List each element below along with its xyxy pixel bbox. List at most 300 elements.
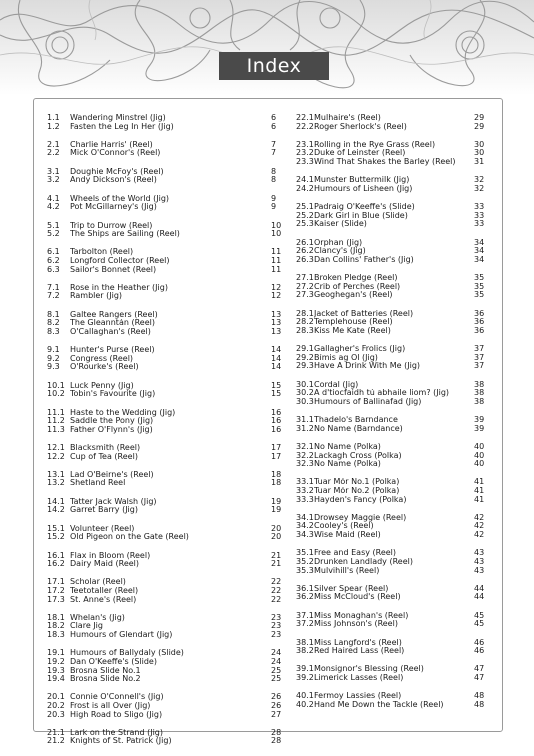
index-entry[interactable] <box>47 649 283 658</box>
index-entry[interactable] <box>47 266 283 275</box>
index-entry[interactable] <box>296 558 486 567</box>
entry-number: 22.1 <box>296 113 314 122</box>
entry-page: 17 <box>271 451 282 461</box>
entry-title: Sailor's Bonnet (Reel) <box>70 265 157 274</box>
index-entry[interactable] <box>47 346 283 355</box>
entry-number: 19.4 <box>47 674 65 684</box>
entry-title: Longford Collector (Reel) <box>70 256 170 265</box>
tune-group <box>296 416 486 433</box>
entry-number: 8.2 <box>47 318 60 328</box>
index-entry[interactable] <box>47 311 283 320</box>
entry-page: 34 <box>474 237 485 247</box>
entry-page: 16 <box>271 424 282 434</box>
index-entry[interactable] <box>296 203 486 212</box>
entry-page: 21 <box>271 559 282 569</box>
index-entry[interactable] <box>296 176 486 185</box>
entry-title: O'Callaghan's (Reel) <box>70 327 151 336</box>
index-entry[interactable] <box>47 149 283 158</box>
entry-title: Miss Johnson's (Reel) <box>314 620 398 629</box>
entry-page: 22 <box>271 577 282 587</box>
entry-title: Crib of Perches (Reel) <box>314 282 401 291</box>
entry-page: 14 <box>271 353 282 363</box>
index-entry[interactable] <box>296 114 486 123</box>
entry-title: Clare Jig <box>70 622 103 631</box>
entry-page: 38 <box>474 396 485 406</box>
entry-number: 12.1 <box>47 443 65 452</box>
entry-number: 34.2 <box>296 521 314 531</box>
tune-group <box>47 729 283 746</box>
entry-page: 16 <box>271 407 282 417</box>
entry-page: 11 <box>271 255 282 265</box>
entry-title: Rambler (Jig) <box>70 292 123 301</box>
entry-number: 23.3 <box>296 157 314 167</box>
tune-group <box>47 498 283 515</box>
index-entry[interactable] <box>296 274 486 283</box>
index-entry[interactable] <box>47 444 283 453</box>
entry-title: Garret Barry (Jig) <box>70 506 138 515</box>
entry-title: Limerick Lasses (Reel) <box>314 674 404 682</box>
index-entry[interactable] <box>47 560 283 569</box>
entry-title: Hayden's Fancy (Polka) <box>314 495 407 504</box>
entry-page: 37 <box>474 361 485 371</box>
index-entry[interactable] <box>296 310 486 319</box>
index-entry[interactable] <box>296 149 486 158</box>
index-entry[interactable] <box>296 425 486 434</box>
index-entry[interactable] <box>296 398 486 407</box>
index-entry[interactable] <box>296 389 486 398</box>
entry-number: 17.2 <box>47 585 65 595</box>
index-entry[interactable] <box>296 460 486 469</box>
entry-number: 9.3 <box>47 362 60 372</box>
index-entry[interactable] <box>296 141 486 150</box>
entry-page: 26 <box>271 700 282 710</box>
entry-number: 35.3 <box>296 565 314 575</box>
index-entry[interactable] <box>47 328 283 337</box>
entry-page: 35 <box>474 290 485 300</box>
entry-page: 33 <box>474 210 485 220</box>
entry-page: 34 <box>474 254 485 264</box>
index-entry[interactable] <box>296 665 486 674</box>
index-entry[interactable] <box>47 363 283 372</box>
index-entry[interactable] <box>47 284 283 293</box>
entry-title: Knights of St. Patrick (Jig) <box>70 737 172 746</box>
index-entry[interactable] <box>47 578 283 587</box>
entry-page: 8 <box>271 166 277 176</box>
entry-title: Luck Penny (Jig) <box>70 381 134 390</box>
entry-number: 38.2 <box>296 646 314 656</box>
index-entry[interactable] <box>47 195 283 204</box>
tune-group <box>296 585 486 602</box>
index-entry[interactable] <box>47 533 283 542</box>
entry-number: 10.1 <box>47 380 65 390</box>
entry-title: Shetland Reel <box>70 479 126 488</box>
entry-title: Kiss Me Kate (Reel) <box>314 326 391 335</box>
entry-page: 28 <box>271 736 282 746</box>
entry-title: Drunken Landlady (Reel) <box>314 557 413 566</box>
entry-page: 23 <box>271 621 282 631</box>
entry-title: Mulhaire's (Reel) <box>314 114 381 122</box>
tune-group <box>47 649 283 683</box>
index-entry[interactable] <box>296 362 486 371</box>
entry-number: 12.2 <box>47 451 65 461</box>
entry-title: Cup of Tea (Reel) <box>70 452 138 461</box>
index-entry[interactable] <box>47 614 283 623</box>
entry-page: 48 <box>474 699 485 709</box>
entry-page: 21 <box>271 550 282 560</box>
entry-title: Silver Spear (Reel) <box>314 584 389 593</box>
index-entry[interactable] <box>296 487 486 496</box>
tune-group <box>296 381 486 407</box>
index-entry[interactable] <box>47 622 283 631</box>
entry-title: Monsignor's Blessing (Reel) <box>314 665 424 674</box>
entry-number: 25.1 <box>296 202 314 212</box>
entry-title: Munster Buttermilk (Jig) <box>314 176 410 185</box>
entry-title: Dairy Maid (Reel) <box>70 560 140 569</box>
entry-page: 32 <box>474 175 485 185</box>
entry-number: 31.1 <box>296 415 314 425</box>
entry-page: 33 <box>474 219 485 229</box>
index-entry[interactable] <box>296 123 486 132</box>
entry-number: 4.1 <box>47 193 60 203</box>
entry-number: 35.1 <box>296 548 314 558</box>
entry-number: 7.1 <box>47 282 60 292</box>
index-entry[interactable] <box>296 283 486 292</box>
entry-title: Drowsey Maggie (Reel) <box>314 513 407 522</box>
index-entry[interactable] <box>47 176 283 185</box>
entry-number: 22.2 <box>296 121 314 131</box>
index-entry[interactable] <box>296 185 486 194</box>
entry-page: 40 <box>474 459 485 469</box>
entry-number: 35.2 <box>296 556 314 566</box>
index-entry[interactable] <box>47 222 283 231</box>
entry-title: Broken Pledge (Reel) <box>314 274 398 283</box>
entry-number: 17.3 <box>47 594 65 604</box>
index-entry[interactable] <box>296 674 486 683</box>
entry-page: 13 <box>271 326 282 336</box>
entry-title: Teetotaller (Reel) <box>70 586 139 595</box>
entry-number: 27.3 <box>296 290 314 300</box>
entry-number: 33.1 <box>296 477 314 487</box>
entry-number: 28.1 <box>296 308 314 318</box>
entry-page: 19 <box>271 496 282 506</box>
index-entry[interactable] <box>47 257 283 266</box>
entry-page: 8 <box>271 175 277 185</box>
entry-page: 16 <box>271 416 282 426</box>
entry-number: 21.1 <box>47 727 65 737</box>
entry-title: Rolling in the Rye Grass (Reel) <box>314 140 436 149</box>
entry-number: 16.2 <box>47 559 65 569</box>
index-entry[interactable] <box>47 471 283 480</box>
entry-title: Tatter Jack Walsh (Jig) <box>70 497 157 506</box>
tune-group <box>296 345 486 371</box>
index-entry[interactable] <box>47 675 283 684</box>
entry-number: 3.1 <box>47 166 60 176</box>
entry-number: 34.3 <box>296 530 314 540</box>
index-entry[interactable] <box>47 426 283 435</box>
entry-number: 38.1 <box>296 637 314 647</box>
entry-number: 27.2 <box>296 281 314 291</box>
entry-page: 44 <box>474 592 485 602</box>
index-entry[interactable] <box>296 247 486 256</box>
index-entry[interactable] <box>47 667 283 676</box>
index-entry[interactable] <box>47 248 283 257</box>
entry-page: 40 <box>474 450 485 460</box>
index-entry[interactable] <box>47 417 283 426</box>
entry-title: Brosna Slide No.2 <box>70 675 141 684</box>
entry-title: Miss Monaghan's (Reel) <box>314 611 409 620</box>
entry-number: 26.1 <box>296 237 314 247</box>
index-entry[interactable] <box>296 381 486 390</box>
entry-title: Kaiser (Slide) <box>314 220 367 229</box>
entry-number: 8.3 <box>47 326 60 336</box>
entry-number: 9.1 <box>47 345 60 355</box>
entry-title: Miss McCloud's (Reel) <box>314 593 401 602</box>
entry-page: 10 <box>271 220 282 230</box>
entry-number: 32.3 <box>296 459 314 469</box>
entry-title: Red Haired Lass (Reel) <box>314 647 405 656</box>
entry-number: 1.2 <box>47 121 60 131</box>
index-entry[interactable] <box>296 212 486 221</box>
entry-number: 23.1 <box>296 139 314 149</box>
entry-number: 26.3 <box>296 254 314 264</box>
index-entry[interactable] <box>296 291 486 300</box>
entry-title: Wheels of the World (Jig) <box>70 194 170 203</box>
index-entry[interactable] <box>296 612 486 621</box>
index-entry[interactable] <box>296 443 486 452</box>
index-entry[interactable] <box>296 567 486 576</box>
entry-number: 40.1 <box>296 691 314 701</box>
tune-group <box>296 176 486 193</box>
tune-group <box>47 471 283 488</box>
index-title: Index <box>219 52 329 80</box>
entry-number: 5.2 <box>47 229 60 239</box>
entry-title: A d'tiocfaidh tú abhaile liom? (Jig) <box>314 389 450 398</box>
entry-number: 19.3 <box>47 665 65 675</box>
entry-page: 25 <box>271 674 282 684</box>
entry-title: Roger Sherlock's (Reel) <box>314 122 407 131</box>
entry-page: 23 <box>271 612 282 622</box>
index-entry[interactable] <box>296 585 486 594</box>
entry-title: No Name (Polka) <box>314 460 381 469</box>
tune-group <box>47 311 283 337</box>
index-entry[interactable] <box>296 256 486 265</box>
entry-page: 30 <box>474 139 485 149</box>
index-entry[interactable] <box>47 479 283 488</box>
entry-page: 15 <box>271 389 282 399</box>
entry-title: Blacksmith (Reel) <box>70 444 141 452</box>
index-entry[interactable] <box>47 292 283 301</box>
index-entry[interactable] <box>296 620 486 629</box>
index-entry[interactable] <box>47 355 283 364</box>
entry-title: Old Pigeon on the Gate (Reel) <box>70 533 189 542</box>
entry-number: 2.1 <box>47 139 60 149</box>
entry-page: 12 <box>271 291 282 301</box>
entry-page: 36 <box>474 308 485 318</box>
index-entry[interactable] <box>47 114 283 123</box>
entry-number: 30.3 <box>296 396 314 406</box>
entry-title: Hunter's Purse (Reel) <box>70 346 155 355</box>
entry-page: 35 <box>474 273 485 283</box>
index-entry[interactable] <box>47 737 283 746</box>
entry-page: 46 <box>474 637 485 647</box>
entry-number: 26.2 <box>296 246 314 256</box>
entry-page: 41 <box>474 477 485 487</box>
index-entry[interactable] <box>296 158 486 167</box>
index-entry[interactable] <box>47 596 283 605</box>
index-entry[interactable] <box>47 711 283 720</box>
entry-page: 39 <box>474 423 485 433</box>
entry-title: Hand Me Down the Tackle (Reel) <box>314 700 444 709</box>
index-entry[interactable] <box>47 658 283 667</box>
tune-group <box>296 203 486 229</box>
entry-number: 10.2 <box>47 389 65 399</box>
index-entry[interactable] <box>47 123 283 132</box>
entry-number: 28.2 <box>296 317 314 327</box>
entry-title: Jacket of Batteries (Reel) <box>314 309 414 318</box>
index-entry[interactable] <box>47 230 283 239</box>
entry-title: Humours of Glendart (Jig) <box>70 631 173 640</box>
entry-title: Tobin's Favourite (Jig) <box>70 390 156 399</box>
entry-number: 11.3 <box>47 424 65 434</box>
tune-group <box>296 274 486 300</box>
entry-page: 9 <box>271 202 277 212</box>
entry-title: Dan O'Keeffe's (Slide) <box>70 657 157 666</box>
index-entry[interactable] <box>47 693 283 702</box>
index-entry[interactable] <box>47 587 283 596</box>
index-entry[interactable] <box>47 498 283 507</box>
entry-title: Rose in the Heather (Jig) <box>70 283 168 292</box>
entry-title: Haste to the Wedding (Jig) <box>70 408 176 417</box>
index-entry[interactable] <box>296 452 486 461</box>
entry-page: 41 <box>474 494 485 504</box>
entry-title: Have A Drink With Me (Jig) <box>314 362 421 371</box>
index-entry[interactable] <box>296 327 486 336</box>
entry-title: Humours of Lisheen (Jig) <box>314 184 413 193</box>
index-entry[interactable] <box>296 220 486 229</box>
index-entry[interactable] <box>47 390 283 399</box>
entry-title: Tuar Mór No.2 (Polka) <box>314 486 400 495</box>
index-entry[interactable] <box>296 692 486 701</box>
entry-page: 26 <box>271 692 282 702</box>
index-entry[interactable] <box>47 203 283 212</box>
entry-page: 24 <box>271 648 282 658</box>
index-entry[interactable] <box>47 382 283 391</box>
index-entry[interactable] <box>296 345 486 354</box>
entry-page: 43 <box>474 556 485 566</box>
entry-page: 34 <box>474 246 485 256</box>
index-entry[interactable] <box>296 318 486 327</box>
entry-page: 20 <box>271 523 282 533</box>
index-entry[interactable] <box>296 701 486 710</box>
entry-title: Saddle the Pony (Jig) <box>70 417 154 426</box>
entry-number: 3.2 <box>47 175 60 185</box>
index-entry[interactable] <box>296 531 486 540</box>
entry-number: 24.1 <box>296 175 314 185</box>
tune-group <box>47 195 283 212</box>
index-entry[interactable] <box>47 525 283 534</box>
index-entry[interactable] <box>296 593 486 602</box>
index-entry[interactable] <box>296 514 486 523</box>
entry-number: 8.1 <box>47 309 60 319</box>
entry-number: 20.1 <box>47 692 65 702</box>
index-entry[interactable] <box>296 354 486 363</box>
tune-group <box>47 168 283 185</box>
entry-title: Connie O'Connell's (Jig) <box>70 693 164 702</box>
entry-number: 18.2 <box>47 621 65 631</box>
entry-title: Trip to Durrow (Reel) <box>70 221 153 230</box>
entry-page: 24 <box>271 656 282 666</box>
entry-number: 11.2 <box>47 416 65 426</box>
entry-page: 36 <box>474 325 485 335</box>
entry-number: 29.1 <box>296 344 314 354</box>
entry-number: 33.2 <box>296 485 314 495</box>
entry-title: Scholar (Reel) <box>70 578 126 587</box>
entry-number: 29.3 <box>296 361 314 371</box>
entry-number: 14.2 <box>47 505 65 515</box>
entry-page: 9 <box>271 193 277 203</box>
celtic-knot-banner <box>0 0 534 95</box>
entry-page: 7 <box>271 139 277 149</box>
index-entry[interactable] <box>296 647 486 656</box>
entry-page: 48 <box>474 691 485 701</box>
index-entry[interactable] <box>47 319 283 328</box>
tune-group <box>47 141 283 158</box>
entry-page: 13 <box>271 318 282 328</box>
index-entry[interactable] <box>296 416 486 425</box>
index-entry[interactable] <box>296 496 486 505</box>
entry-number: 39.1 <box>296 664 314 674</box>
tune-group <box>47 614 283 640</box>
index-entry[interactable] <box>296 478 486 487</box>
index-entry[interactable] <box>47 453 283 462</box>
entry-number: 14.1 <box>47 496 65 506</box>
index-entry[interactable] <box>47 552 283 561</box>
entry-page: 47 <box>474 673 485 682</box>
tune-group <box>296 443 486 469</box>
index-entry[interactable] <box>47 729 283 738</box>
entry-title: Cordal (Jig) <box>314 380 359 389</box>
index-entry[interactable] <box>296 639 486 648</box>
index-entry[interactable] <box>296 239 486 248</box>
index-right-column <box>296 114 486 719</box>
entry-page: 14 <box>271 362 282 372</box>
entry-page: 6 <box>271 121 277 131</box>
entry-page: 38 <box>474 379 485 389</box>
index-entry[interactable] <box>47 702 283 711</box>
index-entry[interactable] <box>47 141 283 150</box>
tune-group <box>296 239 486 265</box>
entry-page: 46 <box>474 646 485 656</box>
entry-title: No Name (Polka) <box>314 442 381 451</box>
index-entry[interactable] <box>296 549 486 558</box>
index-entry[interactable] <box>47 168 283 177</box>
entry-title: The Gleanntán (Reel) <box>70 319 155 328</box>
index-entry[interactable] <box>47 409 283 418</box>
entry-title: Flax in Bloom (Reel) <box>70 551 151 560</box>
entry-number: 30.2 <box>296 388 314 398</box>
entry-title: Clancy's (Jig) <box>314 247 366 256</box>
entry-number: 34.1 <box>296 512 314 522</box>
entry-page: 19 <box>271 505 282 515</box>
index-entry[interactable] <box>296 522 486 531</box>
index-entry[interactable] <box>47 631 283 640</box>
index-entry[interactable] <box>47 506 283 515</box>
tune-group <box>47 552 283 569</box>
entry-title: Wise Maid (Reel) <box>314 531 381 540</box>
tune-group <box>296 639 486 656</box>
entry-number: 40.2 <box>296 699 314 709</box>
entry-title: Humours of Ballydaly (Slide) <box>70 649 184 658</box>
